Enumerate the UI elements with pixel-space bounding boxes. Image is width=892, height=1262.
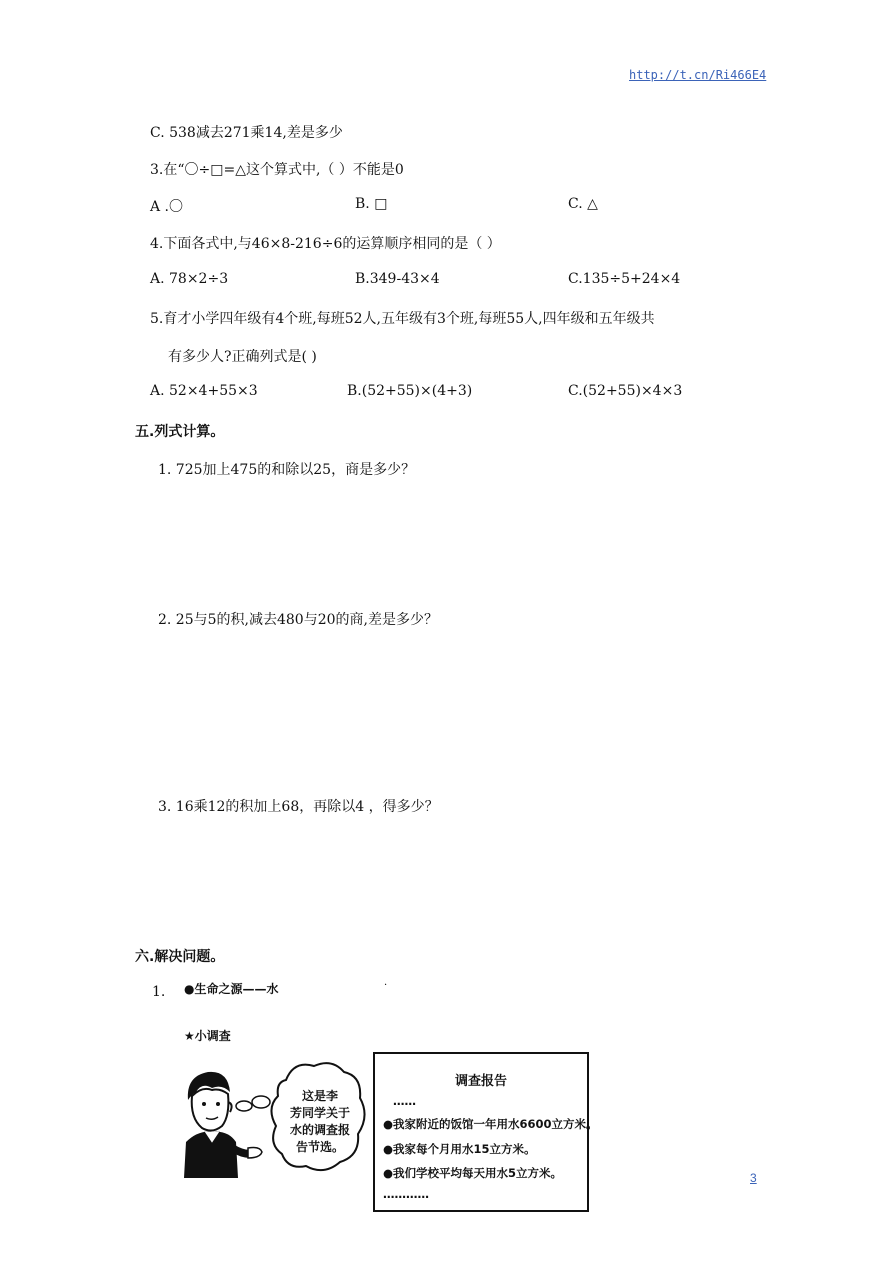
bubble-line-4: 告节选。 <box>295 1140 344 1154</box>
q5-stem-line2: 有多少人?正确列式是( ) <box>168 349 317 365</box>
q3-option-c: C. △ <box>568 196 598 212</box>
q3-stem: 3.在“〇÷□=△这个算式中,（ ）不能是0 <box>150 162 404 178</box>
q5-option-b: B.(52+55)×(4+3) <box>347 383 473 399</box>
q5-stem-line1: 5.育才小学四年级有4个班,每班52人,五年级有3个班,每班55人,四年级和五年级共 <box>150 311 655 327</box>
header-link[interactable]: http://t.cn/Ri466E4 <box>629 68 767 82</box>
bubble-line-1: 这是李 <box>301 1089 338 1103</box>
q5-option-a: A. 52×4+55×3 <box>150 383 258 399</box>
section5-question-2: 2. 25与5的积,减去480与20的商,差是多少？ <box>158 612 438 628</box>
section6-q1-number: 1. <box>152 984 166 1000</box>
q2-option-c: C. 538减去271乘14,差是多少 <box>150 125 343 141</box>
report-ellipsis-bottom: ………… <box>383 1187 429 1201</box>
survey-label: ★小调查 <box>184 1029 231 1043</box>
q3-option-b: B. □ <box>355 196 388 212</box>
section5-title: 五.列式计算。 <box>135 424 225 440</box>
q4-option-c: C.135÷5+24×4 <box>568 271 681 287</box>
q4-option-b: B.349-43×4 <box>355 271 440 287</box>
q4-option-a: A. 78×2÷3 <box>150 271 229 287</box>
bubble-line-2: 芳同学关于 <box>289 1106 350 1120</box>
section5-question-1: 1. 725加上475的和除以25，商是多少？ <box>158 462 416 478</box>
page-number[interactable]: 3 <box>750 1171 757 1185</box>
q3-option-a: A .〇 <box>150 199 184 215</box>
bubble-text <box>284 1088 356 1156</box>
report-line-3: ●我们学校平均每天用水5立方米。 <box>383 1166 563 1180</box>
section5-question-3: 3. 16乘12的积加上68，再除以4 ，得多少？ <box>158 799 439 815</box>
report-ellipsis-top: …… <box>393 1094 416 1108</box>
q5-option-c: C.(52+55)×4×3 <box>568 383 683 399</box>
report-title: 调查报告 <box>454 1074 507 1089</box>
report-line-2: ●我家每个月用水15立方米。 <box>383 1142 536 1156</box>
topic-label: ●生命之源——水 <box>184 982 279 996</box>
section6-title: 六.解决问题。 <box>135 949 225 965</box>
q4-stem: 4.下面各式中,与46×8-216÷6的运算顺序相同的是（ ） <box>150 236 501 252</box>
report-line-1: ●我家附近的饭馆一年用水6600立方米。 <box>383 1117 598 1131</box>
survey-report-box <box>373 1052 598 1212</box>
stray-dot: · <box>384 980 388 991</box>
bubble-line-3: 水的调查报 <box>289 1123 350 1137</box>
